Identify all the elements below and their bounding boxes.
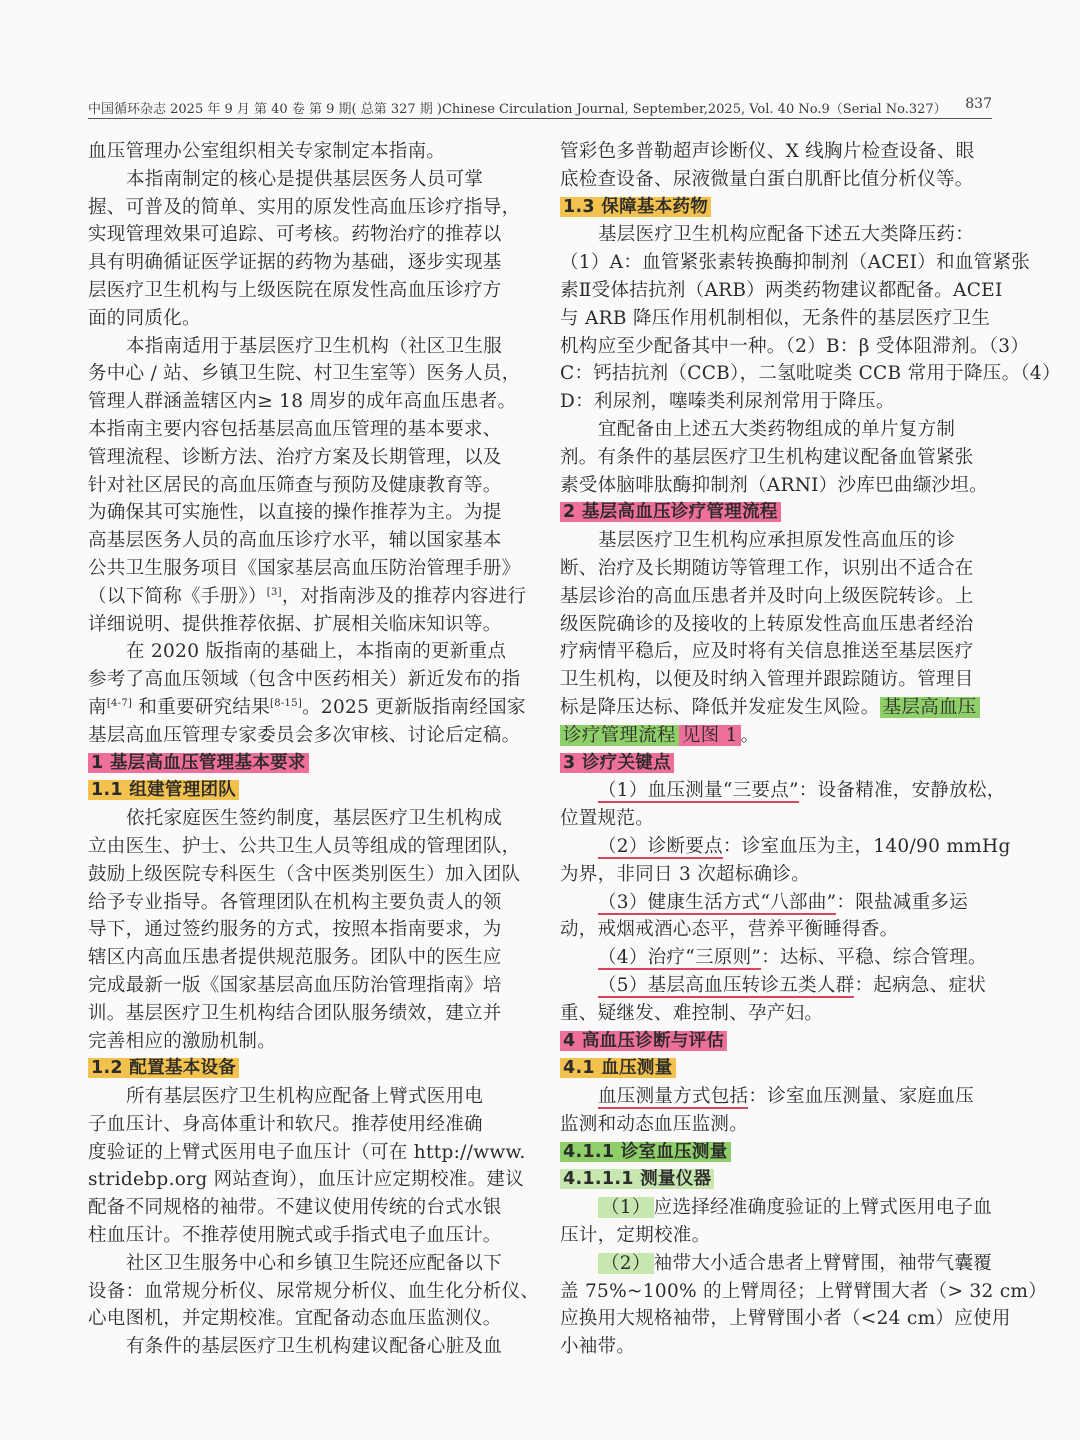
paragraph-line: 针对社区居民的高血压筛查与预防及健康教育等。 <box>88 474 502 496</box>
paragraph-line: 务中心 / 站、乡镇卫生院、村卫生室等）医务人员， <box>88 363 521 385</box>
paragraph-line: 基层高血压管理专家委员会多次审核、讨论后定稿。 <box>88 724 521 746</box>
paragraph-line: 社区卫生服务中心和乡镇卫生院还应配备以下 <box>126 1252 503 1274</box>
paragraph-line: 训。基层医疗卫生机构结合团队服务绩效，建立并 <box>88 1002 502 1024</box>
paragraph-line: 底检查设备、尿液微量白蛋白肌酐比值分析仪等。 <box>560 168 974 190</box>
paragraph-line: 辖区内高血压患者提供规范服务。团队中的医生应 <box>88 947 502 969</box>
paragraph-line: 本指南主要内容包括基层高血压管理的基本要求、 <box>88 418 502 440</box>
paragraph-line: 素Ⅱ受体拮抗剂（ARB）两类药物建议都配备。ACEI <box>560 279 1003 301</box>
subsection-heading: 1.3 保障基本药物 <box>560 194 992 222</box>
page-number: 837 <box>965 96 992 112</box>
paragraph-line: （2） 袖带大小适合患者上臂臂围，袖带气囊覆 <box>560 1250 992 1278</box>
paragraph-line: 断、治疗及长期随访等管理工作，识别出不适合在 <box>560 557 974 579</box>
paragraph-line: 柱血压计。不推荐使用腕式或手指式电子血压计。 <box>88 1225 502 1247</box>
paragraph-line: 宜配备由上述五大类药物组成的单片复方制 <box>598 418 956 440</box>
paragraph-line: 基层医疗卫生机构应承担原发性高血压的诊 <box>598 530 956 552</box>
key-point-line: 动，戒烟戒酒心态平，营养平衡睡得香。 <box>560 919 899 941</box>
paragraph-line: 剂。有条件的基层医疗卫生机构建议配备血管紧张 <box>560 446 974 468</box>
subsection-heading: 1.1 组建管理团队 <box>88 777 520 805</box>
paragraph-line: C：钙拮抗剂（CCB），二氢吡啶类 CCB 常用于降压。（4） <box>560 363 1061 385</box>
paragraph-line: 立由医生、护士、公共卫生人员等组成的管理团队， <box>88 835 521 857</box>
paragraph-line: 实现管理效果可追踪、可考核。药物治疗的推荐以 <box>88 224 502 246</box>
key-point-line: （2）诊断要点：诊室血压为主，140/90 mmHg <box>598 835 1011 857</box>
section-heading: 1 基层高血压管理基本要求 <box>88 750 520 778</box>
highlight-green: 基层高血压 <box>880 697 980 718</box>
paragraph-line: 完善相应的激励机制。 <box>88 1030 277 1052</box>
highlight-green: 诊疗管理流程 <box>560 725 679 746</box>
key-point-line: 重、疑继发、难控制、孕产妇。 <box>560 1002 824 1024</box>
paragraph-line: 公共卫生服务项目《国家基层高血压防治管理手册》 <box>88 557 521 579</box>
paragraph-line: 监测和动态血压监测。 <box>560 1113 749 1135</box>
paragraph-line: 心电图机，并定期校准。宜配备动态血压监测仪。 <box>88 1308 502 1330</box>
key-point-line: 位置规范。 <box>560 808 655 830</box>
paragraph-line: 给予专业指导。各管理团队在机构主要负责人的领 <box>88 891 502 913</box>
journal-citation: 中国循环杂志 2025 年 9 月 第 40 卷 第 9 期( 总第 327 期 )Chinese Circulation Journal, September,2025, Vol. 40 No.9（Serial No.327） <box>88 102 947 117</box>
paragraph-line: 参考了高血压领域（包含中医药相关）新近发布的指 <box>88 669 521 691</box>
paragraph-line: 基层诊治的高血压患者并及时向上级医院转诊。上 <box>560 585 974 607</box>
subsection-heading: 4.1 血压测量 <box>560 1055 992 1083</box>
paragraph-line: 盖 75%~100% 的上臂周径；上臂臂围大者（> 32 cm） <box>560 1280 1048 1302</box>
paragraph-line: 高基层医务人员的高血压诊疗水平，辅以国家基本 <box>88 530 502 552</box>
paragraph-line: 详细说明、提供推荐依据、扩展相关临床知识等。 <box>88 613 502 635</box>
paragraph-line: 应换用大规格袖带，上臂臂围小者（<24 cm）应使用 <box>560 1308 1011 1330</box>
paragraph-line: 层医疗卫生机构与上级医院在原发性高血压诊疗方 <box>88 279 502 301</box>
left-column <box>88 138 540 1361</box>
paragraph-line: 级医院确诊的及接收的上转原发性高血压患者经治 <box>560 613 974 635</box>
paragraph-line: 导下，通过签约服务的方式，按照本指南要求，为 <box>88 919 502 941</box>
paragraph-line: 压计，定期校准。 <box>560 1225 711 1247</box>
paragraph-line: 疗病情平稳后，应及时将有关信息推送至基层医疗 <box>560 641 974 663</box>
paragraph-line: 血压管理办公室组织相关专家制定本指南。 <box>88 141 446 162</box>
paragraph-line: 标是降压达标、降低并发症发生风险。 基层高血压 <box>560 694 992 722</box>
paragraph-line: 管理流程、诊断方法、治疗方案及长期管理，以及 <box>88 446 502 468</box>
figure-reference[interactable]: 见图 1 <box>679 725 741 746</box>
key-point-line: 为界，非同日 3 次超标确诊。 <box>560 863 811 885</box>
paragraph-line: 具有明确循证医学证据的药物为基础，逐步实现基 <box>88 252 502 274</box>
paragraph-line: （1）A：血管紧张素转换酶抑制剂（ACEI）和血管紧张 <box>560 252 1031 274</box>
paragraph-line: 南[4-7] 和重要研究结果[8-15]。2025 更新版指南经国家 <box>88 696 526 718</box>
paragraph-line: （以下简称《手册》）[3]，对指南涉及的推荐内容进行 <box>88 585 527 607</box>
paragraph-line: 度验证的上臂式医用电子血压计（可在 http://www. <box>88 1141 526 1163</box>
paragraph-line: 本指南适用于基层医疗卫生机构（社区卫生服 <box>126 335 503 357</box>
paragraph-line: 子血压计、身高体重计和软尺。推荐使用经准确 <box>88 1113 483 1135</box>
paragraph-line: 本指南制定的核心是提供基层医务人员可掌 <box>126 168 484 190</box>
paragraph-line: 有条件的基层医疗卫生机构建议配备心脏及血 <box>126 1336 503 1358</box>
paragraph-line: D：利尿剂，噻嗪类利尿剂常用于降压。 <box>560 391 895 413</box>
header-rule <box>88 118 992 119</box>
key-point-line: （4）治疗“三原则”：达标、平稳、综合管理。 <box>598 947 987 969</box>
paragraph-line: 机构应至少配备其中一种。（2）B：β 受体阻滞剂。（3） <box>560 335 1030 357</box>
citation-ref: [3] <box>266 586 282 598</box>
citation-ref: [4-7] <box>106 697 133 709</box>
key-point-line: （5）基层高血压转诊五类人群：起病急、症状 <box>598 974 987 996</box>
paragraph-line: 素受体脑啡肽酶抑制剂（ARNI）沙库巴曲缬沙坦。 <box>560 474 988 496</box>
paragraph-line: 依托家庭医生签约制度，基层医疗卫生机构成 <box>126 808 503 830</box>
section-heading: 3 诊疗关键点 <box>560 750 992 778</box>
paragraph-line: 握、可普及的简单、实用的原发性高血压诊疗指导， <box>88 196 521 218</box>
paragraph-line: 管彩色多普勒超声诊断仪、X 线胸片检查设备、眼 <box>560 141 975 162</box>
key-point-line: （3）健康生活方式“八部曲”：限盐减重多运 <box>598 891 968 913</box>
paragraph-line: 设备：血常规分析仪、尿常规分析仪、血生化分析仪、 <box>88 1280 540 1302</box>
right-column <box>560 138 1061 1361</box>
paragraph-line: 管理人群涵盖辖区内≥ 18 周岁的成年高血压患者。 <box>88 391 517 413</box>
subsubsection-heading: 4.1.1.1 测量仪器 <box>560 1166 992 1194</box>
paragraph-line: 在 2020 版指南的基础上，本指南的更新重点 <box>126 641 507 663</box>
paragraph-line: stridebp.org 网站查询），血压计应定期校准。建议 <box>88 1169 525 1191</box>
paragraph-line: 所有基层医疗卫生机构应配备上臂式医用电 <box>126 1086 484 1108</box>
paragraph-line: 完成最新一版《国家基层高血压防治管理指南》培 <box>88 974 502 996</box>
section-heading: 2 基层高血压诊疗管理流程 <box>560 499 992 527</box>
paragraph-line: 鼓励上级医院专科医生（含中医类别医生）加入团队 <box>88 863 521 885</box>
subsubsection-heading: 4.1.1 诊室血压测量 <box>560 1139 992 1167</box>
paragraph-line: 与 ARB 降压作用机制相似，无条件的基层医疗卫生 <box>560 307 991 329</box>
paragraph-line: 小袖带。 <box>560 1336 636 1358</box>
section-heading: 4 高血压诊断与评估 <box>560 1028 992 1056</box>
paragraph-line: 面的同质化。 <box>88 307 201 329</box>
paragraph-line: 卫生机构，以便及时纳入管理并跟踪随访。管理目 <box>560 669 974 691</box>
citation-ref: [8-15] <box>270 697 303 709</box>
key-point-line: （1）血压测量“三要点”：设备精准，安静放松， <box>598 780 1006 802</box>
paragraph-line: 诊疗管理流程 见图 1 。 <box>560 722 992 750</box>
subsection-heading: 1.2 配置基本设备 <box>88 1055 520 1083</box>
paragraph-line: 为确保其可实施性，以直接的操作推荐为主。为提 <box>88 502 502 524</box>
paragraph-line: 基层医疗卫生机构应配备下述五大类降压药： <box>598 224 975 246</box>
paragraph-line: （1） 应选择经准确度验证的上臂式医用电子血 <box>560 1194 992 1222</box>
paragraph-line: 血压测量方式包括：诊室血压测量、家庭血压 <box>598 1086 975 1108</box>
running-header <box>88 96 992 120</box>
paragraph-line: 配备不同规格的袖带。不建议使用传统的台式水银 <box>88 1197 502 1219</box>
